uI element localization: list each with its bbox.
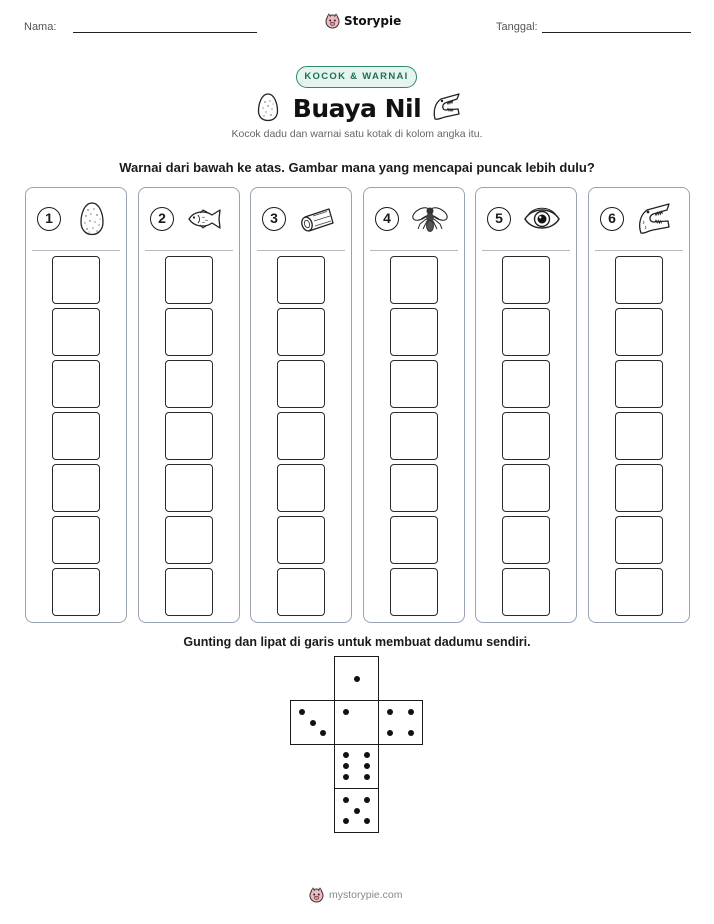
- color-box[interactable]: [615, 516, 663, 564]
- dice-pip: [364, 752, 370, 758]
- color-box[interactable]: [502, 360, 550, 408]
- dice-pip: [299, 709, 305, 715]
- dice-pip: [343, 797, 349, 803]
- brand-name: Storypie: [344, 14, 402, 28]
- dice-pip: [343, 763, 349, 769]
- color-box[interactable]: [165, 464, 213, 512]
- column-number-4: 4: [375, 207, 399, 231]
- color-box[interactable]: [502, 516, 550, 564]
- color-box[interactable]: [277, 256, 325, 304]
- footer: [309, 887, 403, 903]
- color-box[interactable]: [277, 412, 325, 460]
- column-number-6: 6: [600, 207, 624, 231]
- footer-url[interactable]: mystorypie.com: [329, 889, 403, 901]
- color-box[interactable]: [390, 308, 438, 356]
- title-crocodile-icon: [431, 91, 463, 123]
- column-divider: [32, 250, 120, 251]
- pig-mascot-icon: [325, 13, 340, 29]
- brand-logo: [325, 13, 401, 29]
- cut-instruction: Gunting dan lipat di garis untuk membuat dadumu sendiri.: [183, 635, 531, 649]
- dice-pip: [343, 752, 349, 758]
- color-box[interactable]: [52, 256, 100, 304]
- name-label: Nama:: [24, 21, 57, 33]
- color-box[interactable]: [277, 568, 325, 616]
- color-box[interactable]: [52, 568, 100, 616]
- eye-icon: [522, 201, 562, 237]
- dice-pip: [364, 797, 370, 803]
- dice-pip: [387, 730, 393, 736]
- color-box[interactable]: [165, 568, 213, 616]
- column-divider: [482, 250, 570, 251]
- color-box[interactable]: [502, 308, 550, 356]
- dice-face-4: [378, 700, 423, 745]
- color-box[interactable]: [277, 360, 325, 408]
- color-box[interactable]: [52, 308, 100, 356]
- column-divider: [595, 250, 683, 251]
- dice-pip: [364, 763, 370, 769]
- dice-pip: [320, 730, 326, 736]
- pig-mascot-icon: [309, 887, 324, 903]
- column-divider: [257, 250, 345, 251]
- color-box[interactable]: [165, 256, 213, 304]
- color-box[interactable]: [390, 412, 438, 460]
- color-box[interactable]: [165, 308, 213, 356]
- dice-pip: [343, 709, 349, 715]
- color-box[interactable]: [615, 568, 663, 616]
- crocodile-icon: [635, 201, 675, 237]
- color-box[interactable]: [390, 360, 438, 408]
- column-4: [363, 187, 465, 623]
- column-2: [138, 187, 240, 623]
- color-box[interactable]: [277, 308, 325, 356]
- color-box[interactable]: [390, 568, 438, 616]
- column-number-2: 2: [150, 207, 174, 231]
- color-box[interactable]: [52, 464, 100, 512]
- dice-face-5: [334, 788, 379, 833]
- egg-icon: [72, 201, 112, 237]
- dice-face-3: [290, 700, 335, 745]
- dice-pip: [387, 709, 393, 715]
- date-label: Tanggal:: [496, 21, 538, 33]
- color-box[interactable]: [502, 568, 550, 616]
- column-5: [475, 187, 577, 623]
- name-field-line[interactable]: [73, 32, 257, 33]
- color-box[interactable]: [390, 516, 438, 564]
- dice-pip: [343, 774, 349, 780]
- color-box[interactable]: [502, 256, 550, 304]
- fish-icon: [185, 201, 225, 237]
- color-box[interactable]: [165, 412, 213, 460]
- column-divider: [145, 250, 233, 251]
- color-box[interactable]: [502, 464, 550, 512]
- dice-pip: [408, 730, 414, 736]
- dice-pip: [310, 720, 316, 726]
- color-box[interactable]: [615, 412, 663, 460]
- page-title: Buaya Nil: [292, 94, 422, 123]
- color-box[interactable]: [615, 464, 663, 512]
- dice-pip: [364, 774, 370, 780]
- dice-pip: [354, 808, 360, 814]
- color-box[interactable]: [615, 308, 663, 356]
- log-icon: [297, 201, 337, 237]
- color-box[interactable]: [52, 360, 100, 408]
- dice-face-1: [334, 656, 379, 701]
- color-box[interactable]: [502, 412, 550, 460]
- column-number-3: 3: [262, 207, 286, 231]
- title-egg-icon: [257, 92, 279, 122]
- column-3: [250, 187, 352, 623]
- column-number-1: 1: [37, 207, 61, 231]
- color-box[interactable]: [390, 256, 438, 304]
- dice-face-6: [334, 744, 379, 789]
- color-box[interactable]: [615, 256, 663, 304]
- column-6: [588, 187, 690, 623]
- dice-pip: [354, 676, 360, 682]
- dice-face-1: [334, 700, 379, 745]
- color-box[interactable]: [165, 360, 213, 408]
- column-number-5: 5: [487, 207, 511, 231]
- color-box[interactable]: [165, 516, 213, 564]
- dice-pip: [408, 709, 414, 715]
- subtitle: Kocok dadu dan warnai satu kotak di kolom angka itu.: [231, 128, 483, 140]
- column-divider: [370, 250, 458, 251]
- color-box[interactable]: [277, 516, 325, 564]
- color-box[interactable]: [277, 464, 325, 512]
- color-box[interactable]: [52, 412, 100, 460]
- date-field-line[interactable]: [542, 32, 691, 33]
- dice-pip: [343, 818, 349, 824]
- column-1: [25, 187, 127, 623]
- fly-icon: [410, 201, 450, 237]
- color-box[interactable]: [52, 516, 100, 564]
- color-box[interactable]: [390, 464, 438, 512]
- activity-badge: KOCOK & WARNAI: [296, 66, 417, 88]
- dice-pip: [364, 818, 370, 824]
- instruction-text: Warnai dari bawah ke atas. Gambar mana yang mencapai puncak lebih dulu?: [119, 160, 595, 175]
- color-box[interactable]: [615, 360, 663, 408]
